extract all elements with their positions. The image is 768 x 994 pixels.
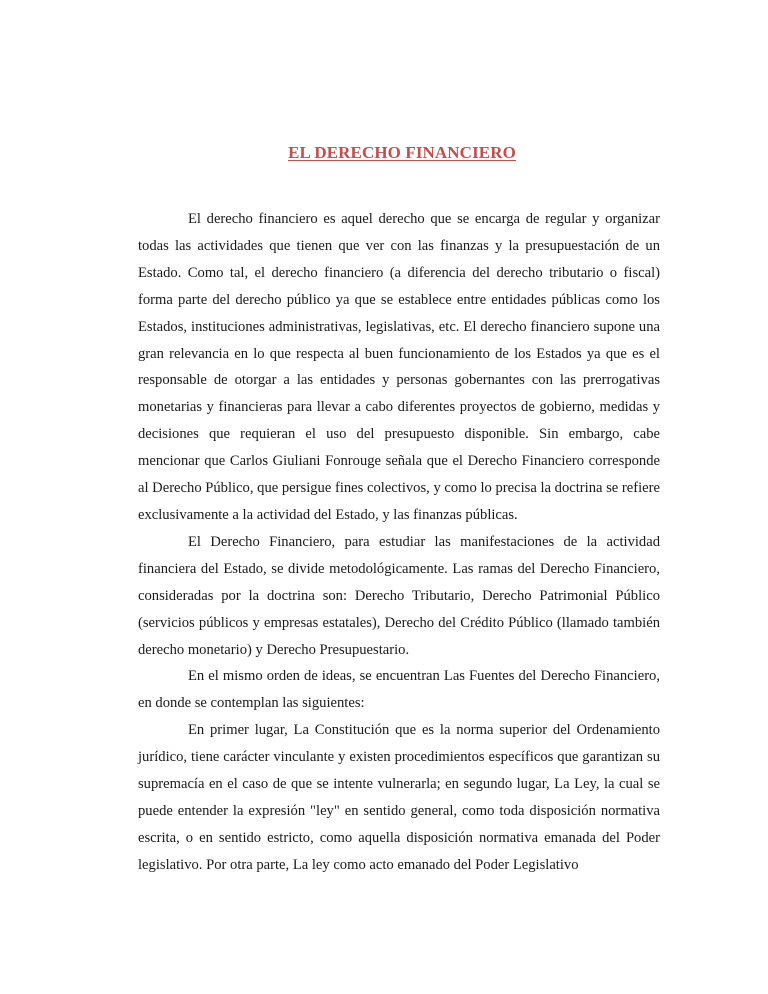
paragraph-branches: El Derecho Financiero, para estudiar las manifestaciones de la actividad financiera del Estado, se divide metodológicamente. Las ramas del Derecho Financiero, consideradas por la doctrina son: Derecho Tributario, Derecho Patrimonial Público (servicios públicos y empresas estatales), Derecho del Crédito Público (llamado también derecho monetario) y Derecho Presupuestario. bbox=[138, 533, 660, 658]
paragraph-intro: El derecho financiero es aquel derecho que se encarga de regular y organizar todas las actividades que tienen que ver con las finanzas y la presupuestación de un Estado. Como tal, el derecho financiero (a diferencia del derecho tributario o fiscal) forma parte del derecho público ya que se establece entre entidades públicas como los Estados, instituciones administrativas, legislativas, etc. El derecho financiero supone una gran relevancia en lo que respecta al buen funcionamiento de los Estados ya que es el responsable de otorgar a las entidades y personas gobernantes con las prerrogativas monetarias y financieras para llevar a cabo diferentes proyectos de gobierno, medidas y decisiones que requieran el uso del presupuesto disponible. Sin embargo, cabe mencionar que Carlos Giuliani Fonrouge señala que el Derecho Financiero corresponde al Derecho Público, que persigue fines colectivos, y como lo precisa la doctrina se refiere exclusivamente a la actividad del Estado, y las finanzas públicas. bbox=[138, 211, 660, 523]
document-title: EL DERECHO FINANCIERO bbox=[288, 143, 516, 162]
document-body bbox=[138, 206, 660, 879]
paragraph-sources: En el mismo orden de ideas, se encuentran Las Fuentes del Derecho Financiero, en donde se contemplan las siguientes: bbox=[138, 668, 660, 712]
paragraph-constitution: En primer lugar, La Constitución que es la norma superior del Ordenamiento jurídico, tiene carácter vinculante y existen procedimientos específicos que garantizan su supremacía en el caso de que se intente vulnerarla; en segundo lugar, La Ley, la cual se puede entender la expresión "ley" en sentido general, como toda disposición normativa escrita, o en sentido estricto, como aquella disposición normativa emanada del Poder legislativo. Por otra parte, La ley como acto emanado del Poder Legislativo bbox=[138, 722, 660, 873]
